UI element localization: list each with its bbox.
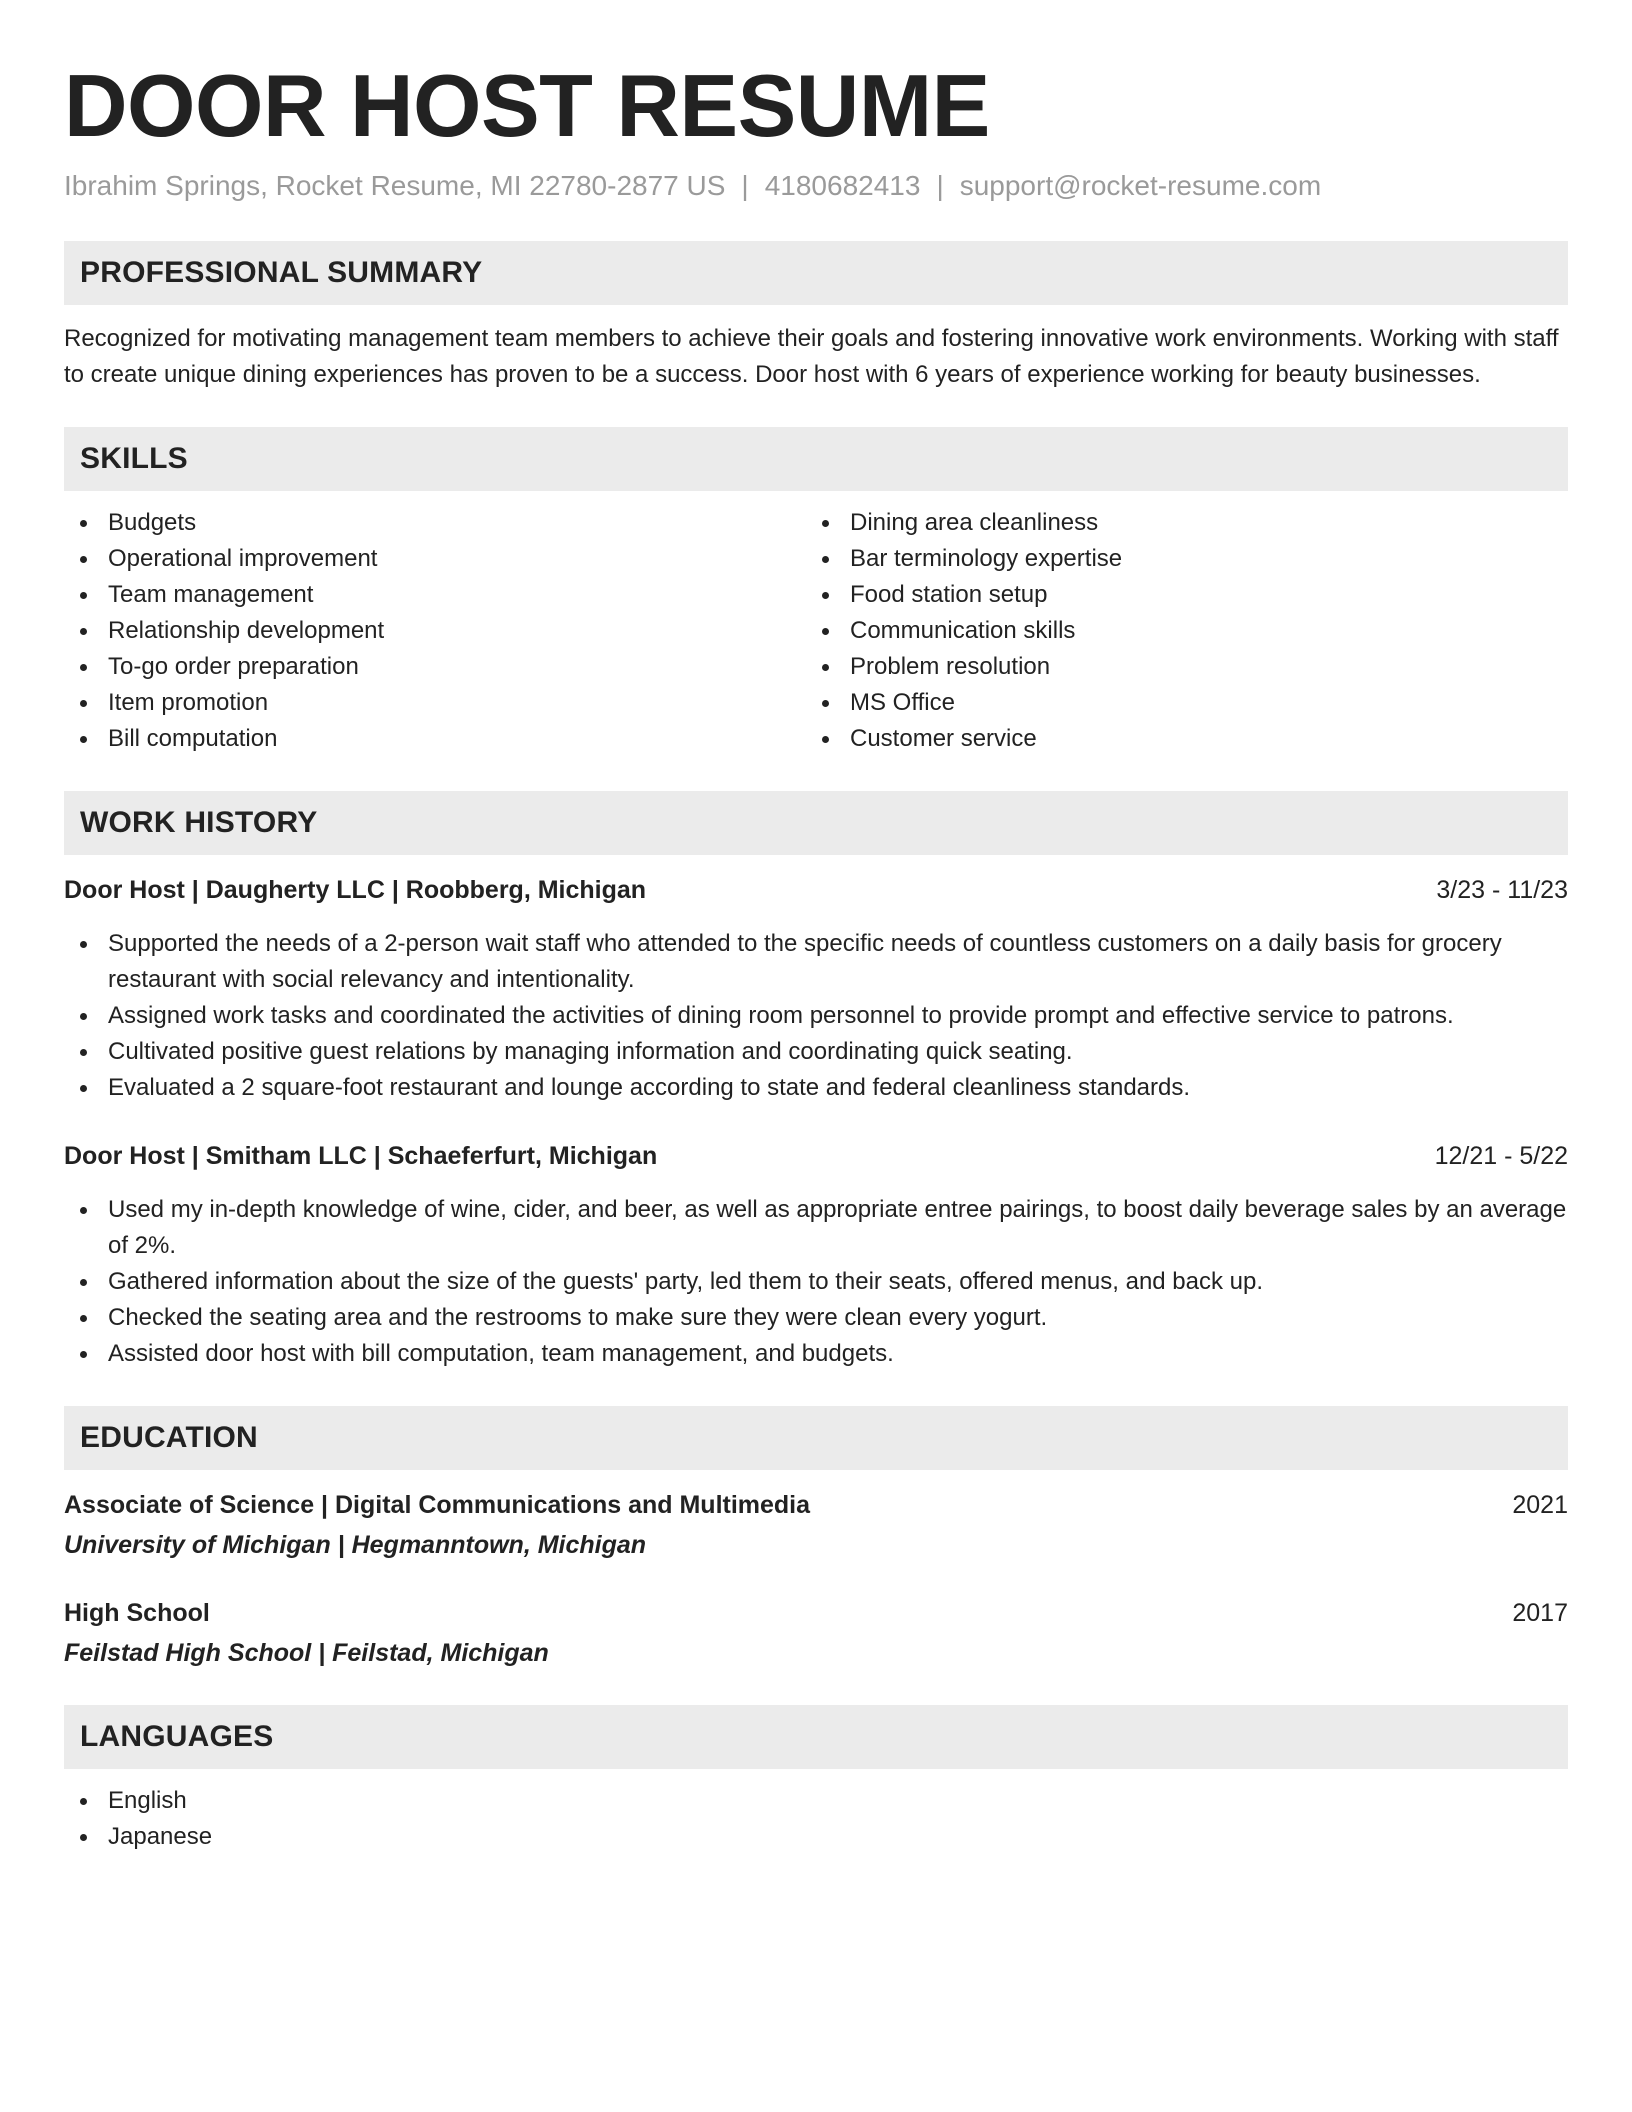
education-degree: High School [64, 1599, 210, 1627]
skills-heading: SKILLS [64, 427, 1568, 491]
education-year: 2021 [1512, 1491, 1568, 1519]
skill-item: Dining area cleanliness [806, 505, 1548, 541]
skill-item: Team management [64, 577, 806, 613]
job-entry [64, 872, 1568, 1106]
skills-column-right [806, 505, 1548, 757]
job-bullet: Cultivated positive guest relations by managing information and coordinating quick seating. [64, 1034, 1568, 1070]
skill-item: Relationship development [64, 613, 806, 649]
job-bullet: Assigned work tasks and coordinated the activities of dining room personnel to provide prompt and effective service to patrons. [64, 998, 1568, 1034]
summary-text: Recognized for motivating management team members to achieve their goals and fostering innovative work environments. Working with staff to create unique dining experiences has proven to be a success. Door host with 6 years of experience working for beauty businesses. [64, 325, 1559, 388]
skill-item: Item promotion [64, 685, 806, 721]
work-history-heading: WORK HISTORY [64, 791, 1568, 855]
job-dates: 3/23 - 11/23 [1436, 876, 1568, 904]
contact-address: Ibrahim Springs, Rocket Resume, MI 22780-2877 US [64, 170, 726, 201]
education-school: Feilstad High School | Feilstad, Michigan [64, 1639, 549, 1667]
contact-separator: | [936, 170, 944, 201]
job-bullet: Supported the needs of a 2-person wait staff who attended to the specific needs of countless customers on a daily basis for grocery restaurant with social relevancy and intentionality. [64, 926, 1568, 998]
contact-separator: | [741, 170, 749, 201]
languages-heading: LANGUAGES [64, 1705, 1568, 1769]
education-entry [64, 1487, 1568, 1563]
job-entry [64, 1138, 1568, 1372]
skill-item: Operational improvement [64, 541, 806, 577]
education-heading: EDUCATION [64, 1406, 1568, 1470]
skill-item: MS Office [806, 685, 1548, 721]
education-year: 2017 [1512, 1599, 1568, 1627]
skills-list [64, 505, 1568, 757]
job-header [64, 1138, 1568, 1174]
skill-item: Bill computation [64, 721, 806, 757]
job-bullet: Used my in-depth knowledge of wine, cider, and beer, as well as appropriate entree pairings, to boost daily beverage sales by an average of 2%. [64, 1192, 1568, 1264]
summary-heading: PROFESSIONAL SUMMARY [64, 241, 1568, 305]
job-bullet: Checked the seating area and the restrooms to make sure they were clean every yogurt. [64, 1300, 1568, 1336]
education-header [64, 1487, 1568, 1523]
job-title: Door Host | Daugherty LLC | Roobberg, Michigan [64, 876, 647, 904]
contact-phone: 4180682413 [764, 170, 921, 201]
skill-item: Food station setup [806, 577, 1548, 613]
job-bullets [64, 926, 1568, 1106]
resume-title: DOOR HOST RESUME [64, 56, 990, 155]
skills-column-left [64, 505, 806, 757]
contact-email: support@rocket-resume.com [959, 170, 1322, 201]
job-bullet: Gathered information about the size of the guests' party, led them to their seats, offered menus, and back up. [64, 1264, 1568, 1300]
job-bullets [64, 1192, 1568, 1372]
job-title: Door Host | Smitham LLC | Schaeferfurt, Michigan [64, 1142, 658, 1170]
skill-item: Communication skills [806, 613, 1548, 649]
resume-page [64, 0, 1568, 1855]
contact-line [64, 168, 1568, 204]
skill-item: Customer service [806, 721, 1548, 757]
education-entry [64, 1595, 1568, 1671]
skill-item: To-go order preparation [64, 649, 806, 685]
job-bullet: Assisted door host with bill computation, team management, and budgets. [64, 1336, 1568, 1372]
job-dates: 12/21 - 5/22 [1434, 1142, 1568, 1170]
education-degree: Associate of Science | Digital Communications and Multimedia [64, 1491, 811, 1519]
job-bullet: Evaluated a 2 square-foot restaurant and lounge according to state and federal cleanliness standards. [64, 1070, 1568, 1106]
skill-item: Problem resolution [806, 649, 1548, 685]
language-item: Japanese [64, 1819, 1568, 1855]
education-header [64, 1595, 1568, 1631]
skill-item: Budgets [64, 505, 806, 541]
skill-item: Bar terminology expertise [806, 541, 1548, 577]
languages-list [64, 1783, 1568, 1855]
education-school: University of Michigan | Hegmanntown, Michigan [64, 1531, 647, 1559]
language-item: English [64, 1783, 1568, 1819]
job-header [64, 872, 1568, 908]
